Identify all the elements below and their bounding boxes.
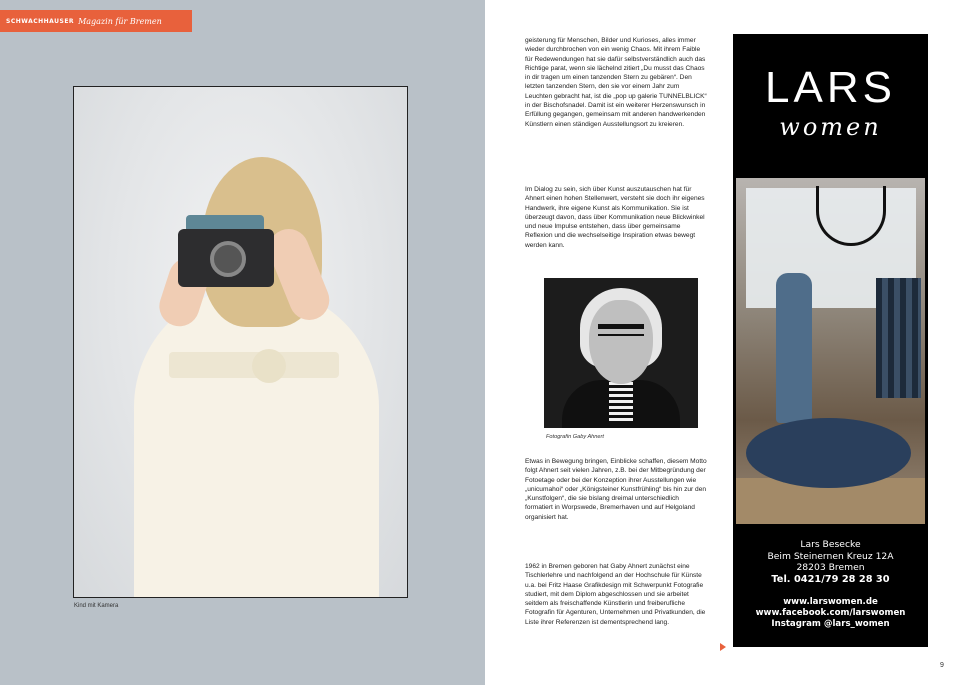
article-paragraph-1: geisterung für Menschen, Bilder und Kurioses, alles immer wieder durchbrochen von ein wenig Chaos. Mit ihrem Faible für Redewendungen hat sie dafür selbstverständlich auch das Richtige parat, wenn sie lächelnd zitiert „Du musst das Chaos in dir tragen um einen tanzenden Stern zu gebären“. Den letzten tanzenden Stern, den sie vor einem Jahr zum Leuchten gebracht hat, ist die „pop up galerie TUNNELBLICK“ in der Bischofsnadel. Damit ist ein weiterer Herzenswunsch in Erfüllung gegangen, gemeinsam mit anderen handwerkenden Künstlern einen ständigen Ausstellungsort zu kreieren. — [525, 37, 707, 128]
ad-instagram-link[interactable]: Instagram @lars_women — [771, 619, 890, 629]
display-table — [746, 418, 911, 488]
article-paragraph-4: 1962 in Bremen geboren hat Gaby Ahnert zunächst eine Tischlerlehre und nachfolgend an der Hochschule für Künste u.a. bei Fritz Haase Grafikdesign mit Schwerpunkt Fotografie studiert, mit dem Diplom abgeschlossen und sie arbeitet seitdem als freischaffende Künstlerin und freiberufliche Fotografin für Agenturen, Unternehmen und Privatkunden, die Liste ihrer Referenzen ist dementsprechend lang. — [525, 563, 706, 626]
article-paragraph-3: Etwas in Bewegung bringen, Einblicke schaffen, diesem Motto folgt Ahnert seit vielen Jahren, z.B. bei der Mitbegründung der Fotoetage oder bei der Konzeption ihrer Ausstellungen wie „unicumahoi“ oder „Königsteiner Kunstfrühling“ bis hin zur den „Kunstfolgen“, die sie bislang dreimal unterschiedlich formatiert in Worpswede, Bremerhaven und auf Helgoland organisiert hat. — [525, 458, 707, 521]
mannequin-shape — [776, 273, 812, 423]
ad-contact-city: 28203 Bremen — [796, 562, 865, 573]
portrait-face — [589, 300, 653, 384]
ad-contact-block — [733, 539, 928, 585]
article-paragraph-2: Im Dialog zu sein, sich über Kunst auszutauschen hat für Ahnert einen hohen Stellenwert, versteht sie doch ihr eigenes Handwerk, ihre eigene Kunst als Kommunikation. Sie ist überzeugt davon, dass über Kommunikation neue Blickwinkel und neue Impulse entstehen, dass über gemeinsame Reflexion und die wechselseitige Inspiration etwas bewegt werden kann. — [525, 186, 705, 249]
ad-logo-lars: LARS — [765, 63, 896, 112]
portrait-glasses — [598, 324, 644, 336]
ad-contact-phone: Tel. 0421/79 28 28 30 — [771, 573, 890, 585]
ad-contact-name: Lars Besecke — [800, 539, 861, 550]
ad-website-link[interactable]: www.larswomen.de — [783, 597, 878, 607]
left-photo-caption: Kind mit Kamera — [74, 603, 119, 609]
ad-contact-street: Beim Steinernen Kreuz 12A — [767, 550, 894, 562]
ad-facebook-link[interactable]: www.facebook.com/larswomen — [755, 608, 906, 618]
masthead-subtitle: Magazin für Bremen — [78, 16, 162, 26]
right-page — [485, 0, 970, 685]
portrait-photo — [544, 278, 698, 428]
masthead-brand: SCHWACHHAUSER — [6, 17, 75, 25]
article-end-triangle-icon — [720, 643, 726, 651]
ad-web-block — [733, 597, 928, 630]
camera-lens-shape — [210, 241, 246, 277]
masthead-bar — [0, 10, 192, 32]
boutique-interior-photo — [736, 178, 925, 524]
dress-shape — [134, 287, 379, 598]
portrait-striped-shirt — [609, 382, 633, 422]
flower-bow-shape — [252, 349, 286, 383]
ad-logo-women: women — [779, 113, 882, 141]
child-with-camera-photo — [73, 86, 408, 598]
portrait-caption: Fotografin Gaby Ahnert — [546, 434, 604, 440]
page-number: 9 — [940, 662, 944, 669]
clothing-rack — [876, 278, 921, 398]
lars-women-advertisement — [733, 34, 928, 647]
